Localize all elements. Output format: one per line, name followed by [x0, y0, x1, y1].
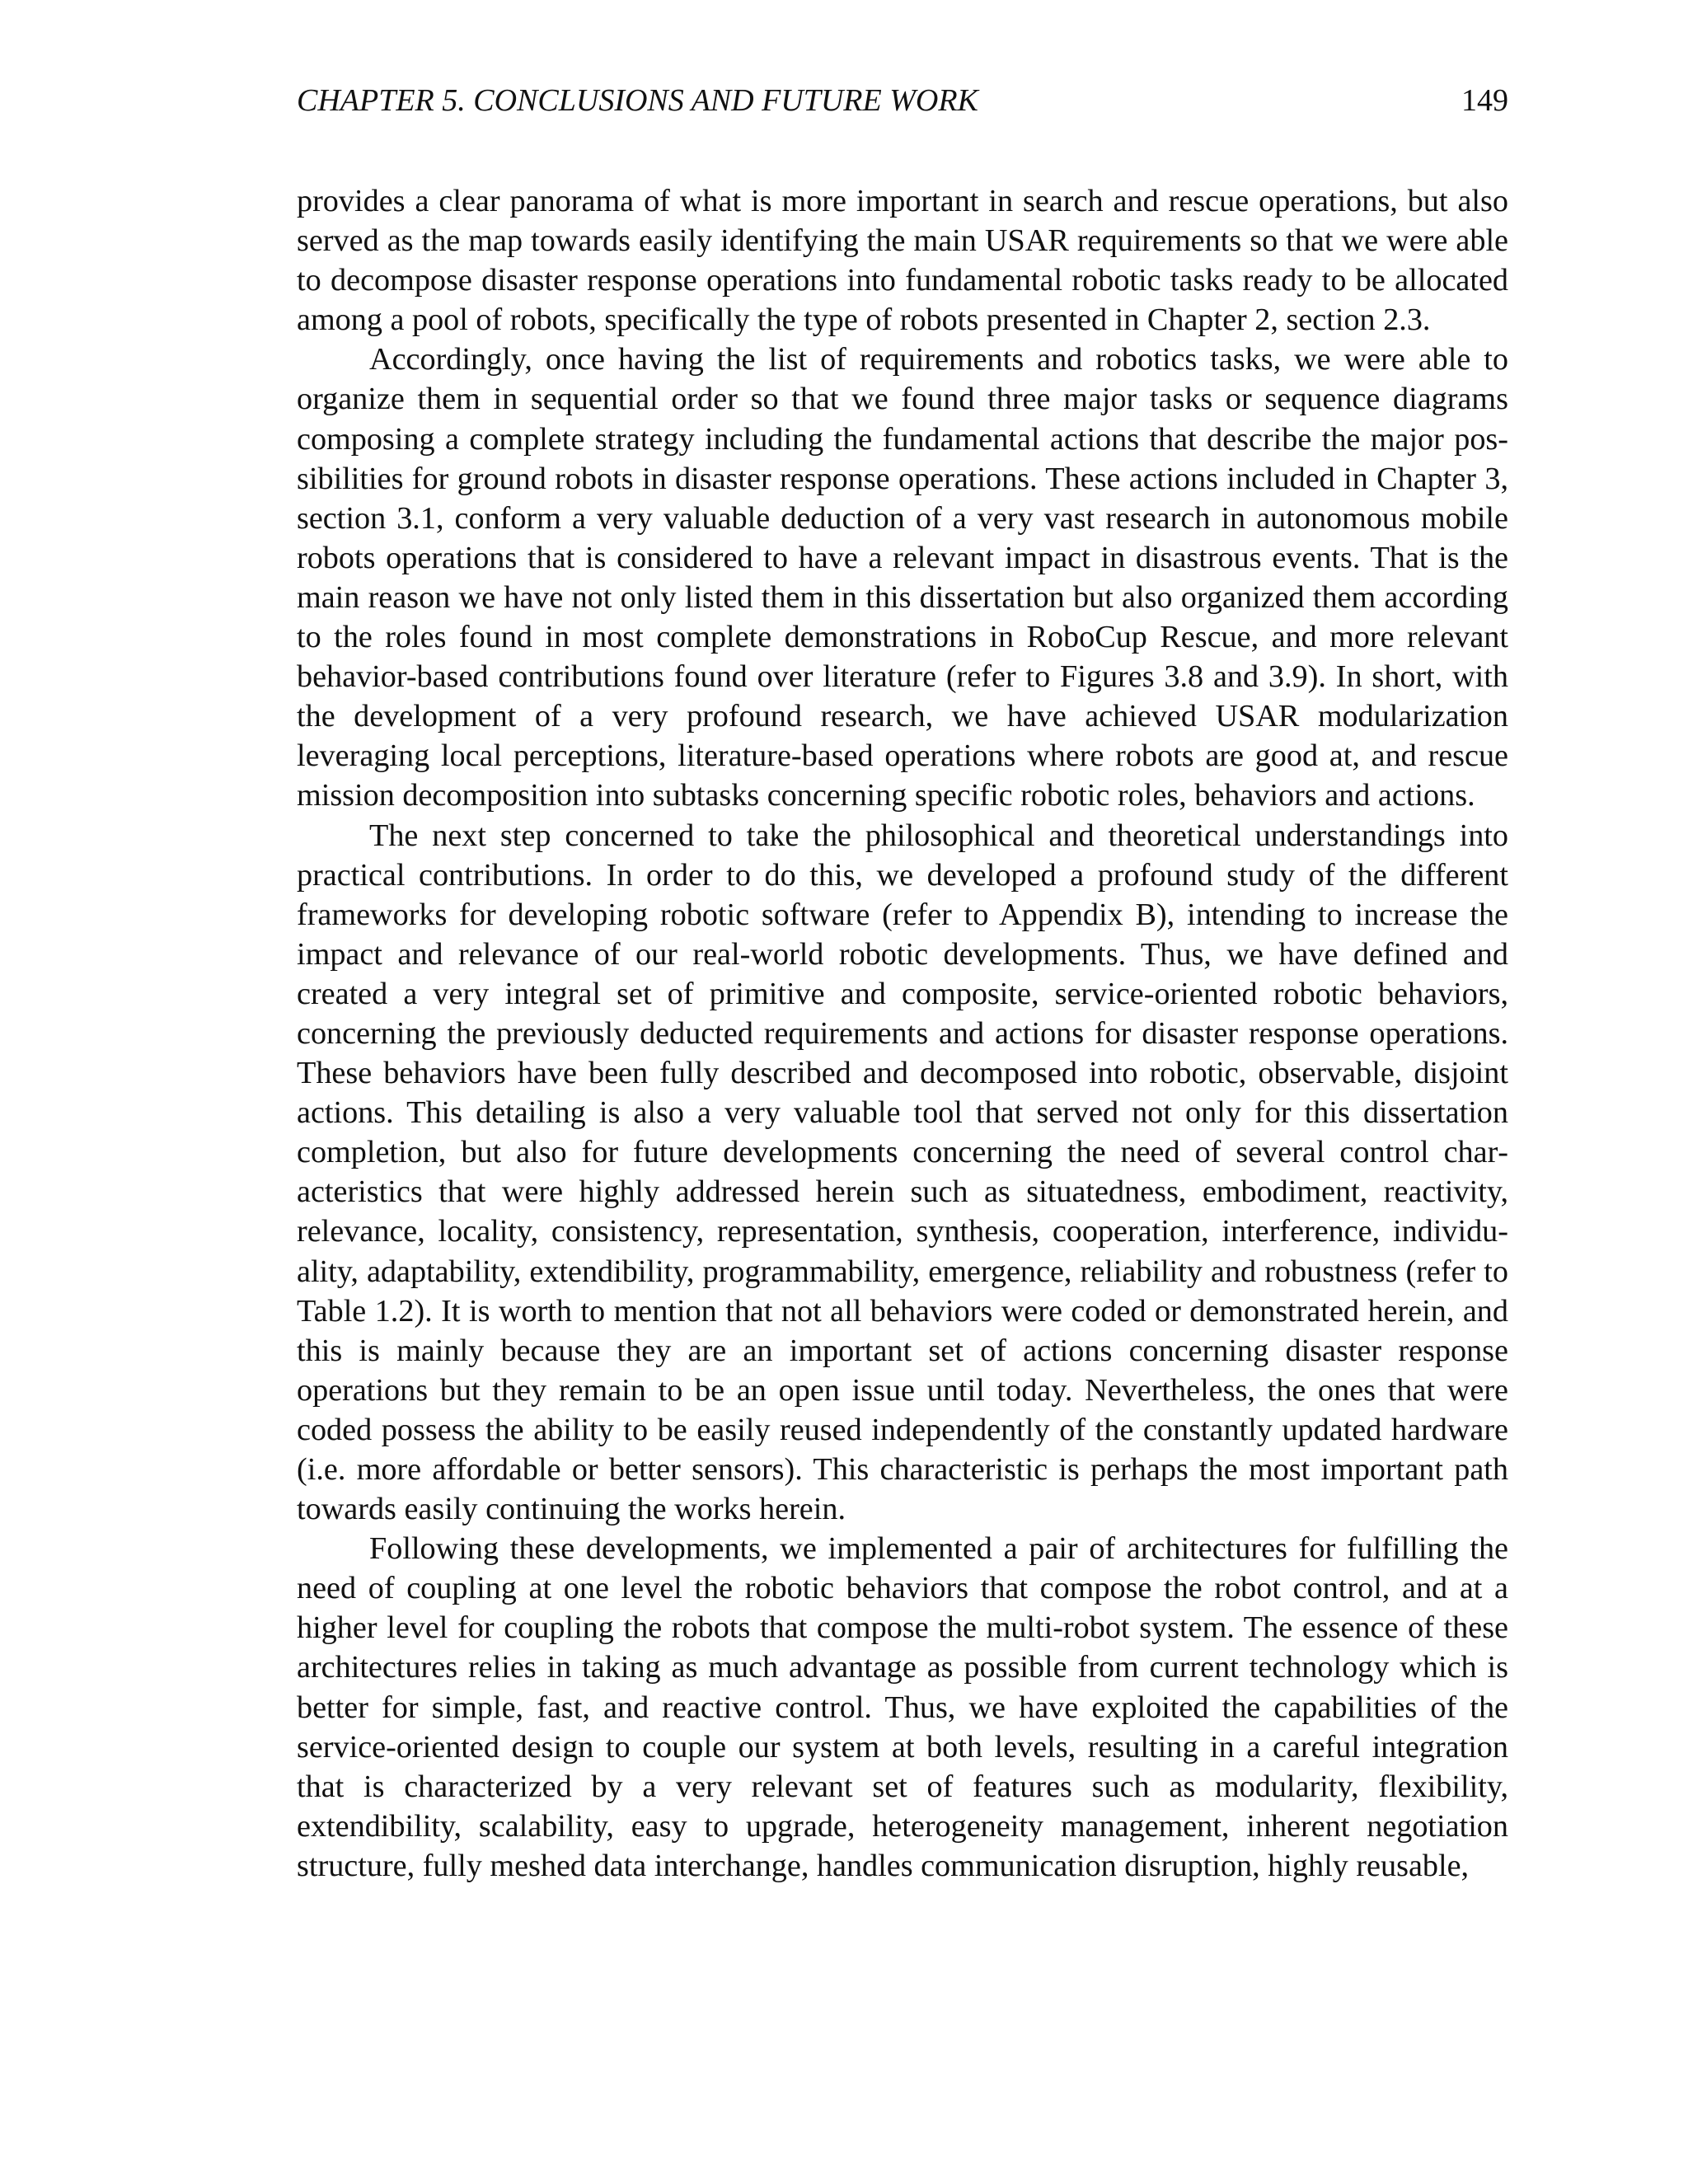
- paragraph-4: Following these developments, we implemented a pair of architectures for fulfilling the need of coupling at one level the robotic behaviors that compose the robot control, and at a higher level for coupling the robots that compose the multi-robot system. The essence of these architectures relies in taking as much advantage as possible from current technology which is better for simple, fast, and reactive control. Thus, we have exploited the capabilities of the service-oriented design to couple our system at both levels, resulting in a careful integration that is characterized by a very relevant set of features such as modularity, flexibility, extendibility, scalability, easy to upgrade, heterogeneity management, inherent negotiation structure, fully meshed data interchange, handles communication disruption, highly reusable,: [297, 1531, 1508, 1883]
- chapter-title: CHAPTER 5. CONCLUSIONS AND FUTURE WORK: [297, 83, 978, 118]
- paragraph-1: provides a clear panorama of what is more important in search and rescue operations, but also served as the map towards easily identifying the main USAR requirements so that we were able to decompose disaster response operations into fundamental robotic tasks ready to be allocated among a pool of robots, specifically the type of robots presented in Chapter 2, section 2.3.: [297, 184, 1508, 338]
- page-number: 149: [1461, 83, 1508, 118]
- paragraph-3: The next step concerned to take the philosophical and theoretical understandings into practical contributions. In order to do this, we developed a profound study of the different frameworks for developing robotic software (refer to Appendix B), intending to increase the impact and relevance of our real-world robotic developments. Thus, we have defined and created a very integral set of primitive and composite, service-oriented robotic behaviors, concerning the previously deducted requirements and actions for disaster response operations. These behaviors have been fully described and decomposed into robotic, observable, disjoint actions. This detailing is also a very valuable tool that served not only for this dissertation completion, but also for future developments concerning the need of several control characteristics that were highly addressed herein such as situatedness, embodiment, reactivity, relevance, locality, consistency, representation, synthesis, cooperation, interference, individuality, adaptability, extendibility, programmability, emergence, reliability and robustness (refer to Table 1.2). It is worth to mention that not all behaviors were coded or demonstrated herein, and this is mainly because they are an important set of actions concerning disaster response operations but they remain to be an open issue until today. Nevertheless, the ones that were coded possess the ability to be easily reused independently of the constantly updated hardware (i.e. more affordable or better sensors). This characteristic is perhaps the most important path towards easily continuing the works herein.: [297, 818, 1508, 1527]
- body-text: [297, 181, 1508, 1886]
- running-header: [297, 79, 1508, 122]
- paragraph-2: Accordingly, once having the list of requirements and robotics tasks, we were able to organize them in sequential order so that we found three major tasks or sequence diagrams composing a complete strategy including the fundamental actions that describe the major possibilities for ground robots in disaster response operations. These actions included in Chapter 3, section 3.1, conform a very valuable deduction of a very vast research in autonomous mobile robots operations that is considered to have a relevant impact in disastrous events. That is the main reason we have not only listed them in this dissertation but also organized them according to the roles found in most complete demonstrations in RoboCup Rescue, and more relevant behavior-based contributions found over literature (refer to Figures 3.8 and 3.9). In short, with the development of a very profound research, we have achieved USAR modularization leveraging local perceptions, literature-based operations where robots are good at, and rescue mission decomposition into subtasks concerning specific robotic roles, behaviors and actions.: [297, 342, 1508, 813]
